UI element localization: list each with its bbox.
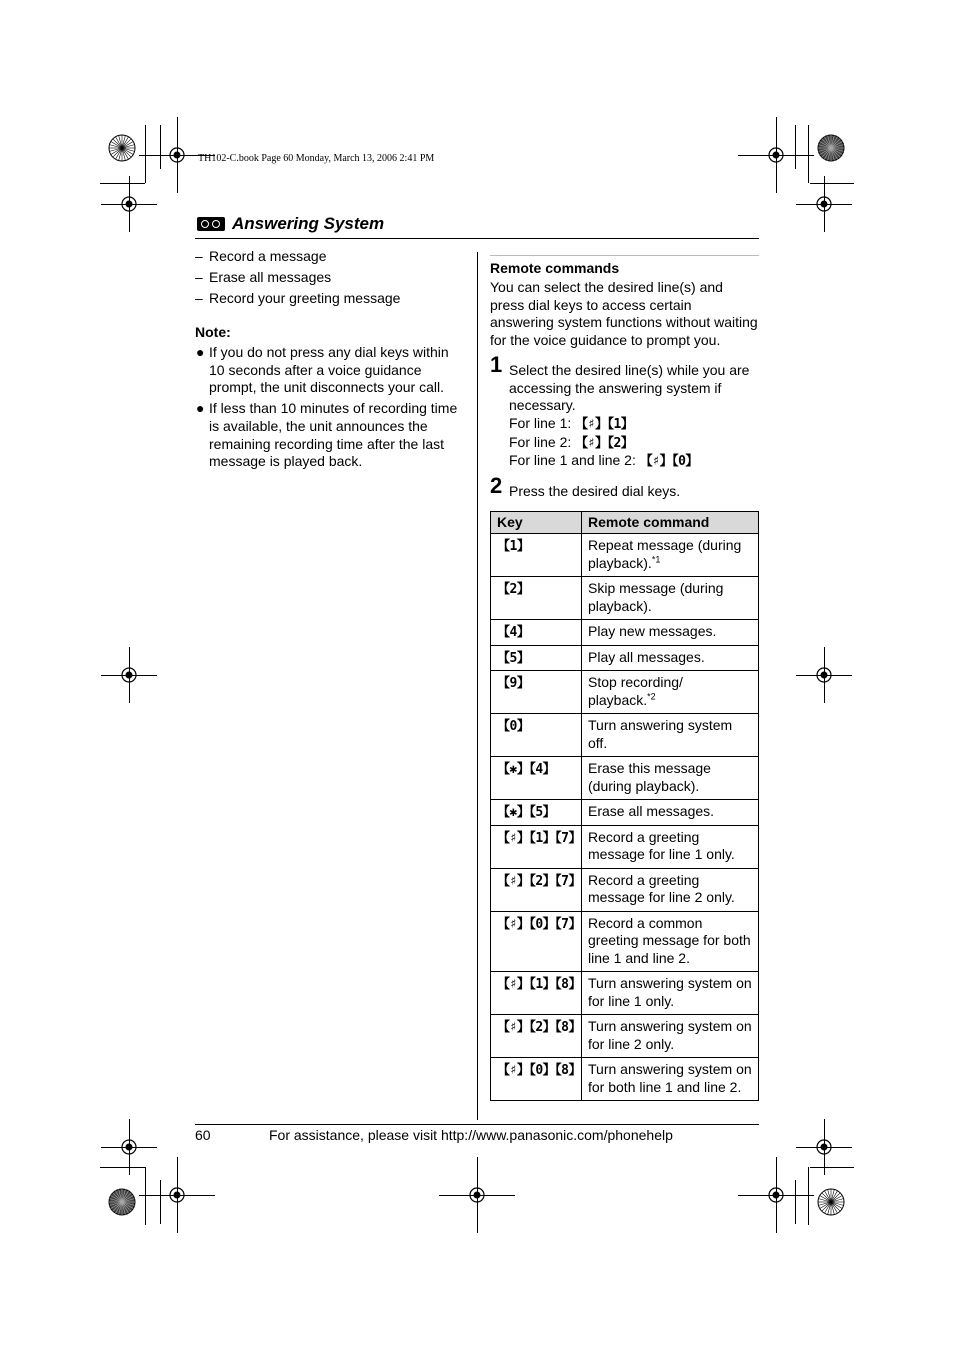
key-sequence: 【♯】【0】 — [639, 454, 698, 470]
registration-mark-icon — [815, 1138, 833, 1156]
crop-line — [795, 1180, 796, 1224]
registration-mark-icon — [815, 195, 833, 213]
command-text: Play all messages. — [588, 648, 705, 665]
key-cell — [491, 714, 582, 757]
step-number: 1 — [490, 351, 503, 377]
command-cell — [582, 577, 759, 620]
command-text: Erase this message (during playback). — [588, 760, 711, 794]
table-row — [491, 825, 759, 868]
crop-line — [810, 183, 854, 184]
key-sequence: 【♯】【1】【7】 — [497, 830, 581, 846]
command-cell — [582, 1058, 759, 1101]
registration-mark-icon — [168, 146, 186, 164]
command-text: Turn answering system off. — [588, 717, 733, 751]
registration-mark-icon — [168, 1186, 186, 1204]
table-row — [491, 800, 759, 826]
table-row — [491, 757, 759, 800]
command-cell — [582, 671, 759, 714]
registration-mark-icon — [120, 1138, 138, 1156]
list-item: – Record a message — [195, 248, 327, 264]
color-wheel-mark-icon — [108, 134, 136, 162]
key-sequence: 【2】 — [497, 582, 530, 598]
line-option — [509, 434, 759, 453]
crop-line — [145, 1167, 146, 1225]
step-text: Press the desired dial keys. — [509, 483, 681, 500]
key-sequence: 【✱】【5】 — [497, 805, 556, 821]
crop-line — [160, 1180, 161, 1224]
right-column — [490, 255, 759, 1101]
list-item-text: Record your greeting message — [209, 290, 401, 306]
line-label: For line 2: — [509, 433, 576, 450]
line-label: For line 1 and line 2: — [509, 452, 640, 469]
footer-text: For assistance, please visit http://www.panasonic.com/phonehelp — [269, 1127, 673, 1143]
list-item: – Erase all messages — [195, 269, 332, 285]
command-text: Turn answering system on for line 1 only. — [588, 975, 752, 1009]
section-header — [195, 212, 759, 239]
command-cell — [582, 534, 759, 577]
note-text: If you do not press any dial keys within 10 seconds after a voice guidance prompt, the unit disconnects your call. — [209, 344, 449, 396]
key-cell — [491, 577, 582, 620]
key-sequence: 【♯】【1】 — [575, 416, 634, 432]
table-row — [491, 671, 759, 714]
key-sequence: 【♯】【2】 — [575, 435, 634, 451]
answering-system-tape-icon — [197, 217, 225, 231]
bullet-icon: ● — [196, 400, 205, 417]
step-2 — [490, 473, 759, 501]
line-option — [509, 415, 759, 434]
key-sequence: 【♯】【0】【7】 — [497, 916, 581, 932]
color-wheel-mark-icon — [108, 1188, 136, 1216]
key-cell — [491, 825, 582, 868]
table-row — [491, 868, 759, 911]
intro-text: You can select the desired line(s) and press dial keys to access certain answering system functions without waiting for the voice guidance to prompt you. — [490, 279, 758, 349]
crop-line — [808, 1167, 809, 1225]
command-cell — [582, 1015, 759, 1058]
command-text: Record a common greeting message for both line 1 and line 2. — [588, 914, 751, 966]
key-cell — [491, 534, 582, 577]
table-row — [491, 620, 759, 646]
column-header-command: Remote command — [582, 511, 759, 534]
bullet-icon: ● — [196, 344, 205, 360]
command-cell — [582, 714, 759, 757]
command-cell — [582, 825, 759, 868]
key-cell — [491, 800, 582, 826]
crop-line — [795, 125, 796, 169]
table-row — [491, 1058, 759, 1101]
crop-line — [100, 1167, 145, 1168]
section-title: Answering System — [232, 214, 385, 233]
key-sequence: 【0】 — [497, 719, 530, 735]
table-row — [491, 911, 759, 972]
command-text: Erase all messages. — [588, 803, 715, 820]
registration-mark-icon — [120, 195, 138, 213]
crop-line — [810, 1167, 854, 1168]
color-wheel-mark-icon — [817, 134, 845, 162]
note-item — [195, 344, 465, 397]
key-sequence: 【♯】【0】【8】 — [497, 1063, 581, 1079]
note-item — [195, 400, 465, 471]
key-cell — [491, 868, 582, 911]
left-column — [195, 247, 465, 474]
column-divider — [477, 252, 478, 1120]
list-item: – Record your greeting message — [195, 290, 401, 306]
command-text: Repeat message (during playback). — [588, 537, 742, 571]
note-text: If less than 10 minutes of recording time is available, the unit announces the remaining recording time after the last message is played back. — [209, 400, 458, 470]
command-cell — [582, 645, 759, 671]
table-row — [491, 534, 759, 577]
key-sequence: 【♯】【2】【7】 — [497, 873, 581, 889]
command-text: Skip message (during playback). — [588, 580, 724, 614]
key-cell — [491, 671, 582, 714]
crop-line — [808, 125, 809, 183]
list-item-text: Record a message — [209, 248, 327, 264]
registration-mark-icon — [120, 666, 138, 684]
registration-mark-icon — [767, 1186, 785, 1204]
key-sequence: 【✱】【4】 — [497, 762, 556, 778]
key-sequence: 【♯】【2】【8】 — [497, 1020, 581, 1036]
table-row — [491, 577, 759, 620]
crop-line — [100, 183, 145, 184]
table-body — [491, 534, 759, 1101]
command-text: Turn answering system on for line 2 only. — [588, 1018, 752, 1052]
command-cell — [582, 620, 759, 646]
command-text: Turn answering system on for both line 1 and line 2. — [588, 1061, 752, 1095]
command-cell — [582, 868, 759, 911]
registration-mark-icon — [468, 1186, 486, 1204]
column-header-key: Key — [491, 511, 582, 534]
remote-commands-heading: Remote commands — [490, 260, 620, 276]
command-text: Record a greeting message for line 1 only. — [588, 828, 735, 863]
key-cell — [491, 645, 582, 671]
line-label: For line 1: — [509, 414, 576, 431]
key-sequence: 【5】 — [497, 650, 530, 666]
key-cell — [491, 620, 582, 646]
command-cell — [582, 911, 759, 972]
command-cell — [582, 972, 759, 1015]
footnote-ref: *2 — [647, 691, 656, 702]
command-text: Play new messages. — [588, 623, 717, 640]
key-sequence: 【4】 — [497, 625, 530, 641]
step-number: 2 — [490, 473, 503, 499]
key-cell — [491, 757, 582, 800]
command-cell — [582, 800, 759, 826]
key-cell — [491, 972, 582, 1015]
command-text: Stop recording/ playback. — [588, 674, 683, 708]
step-1 — [490, 351, 759, 471]
crop-line — [160, 125, 161, 169]
table-row — [491, 1015, 759, 1058]
key-cell — [491, 911, 582, 972]
file-header: TH102-C.book Page 60 Monday, March 13, 2006 2:41 PM — [198, 153, 435, 164]
heading-rule — [490, 255, 759, 256]
command-text: Record a greeting message for line 2 only. — [588, 871, 735, 906]
registration-mark-icon — [767, 146, 785, 164]
footer-rule — [195, 1124, 759, 1125]
key-sequence: 【♯】【1】【8】 — [497, 977, 581, 993]
note-title: Note: — [195, 324, 231, 340]
line-option — [509, 452, 759, 471]
registration-mark-icon — [815, 666, 833, 684]
table-row — [491, 714, 759, 757]
remote-commands-table — [490, 511, 759, 1102]
key-cell — [491, 1058, 582, 1101]
list-item-text: Erase all messages — [209, 269, 332, 285]
table-row — [491, 645, 759, 671]
crop-line — [145, 125, 146, 183]
table-row — [491, 972, 759, 1015]
command-cell — [582, 757, 759, 800]
table-header-row — [491, 511, 759, 534]
page-number: 60 — [195, 1127, 211, 1143]
step-text: Select the desired line(s) while you are accessing the answering system if necessary. — [509, 361, 750, 414]
key-sequence: 【1】 — [497, 539, 530, 555]
key-cell — [491, 1015, 582, 1058]
footnote-ref: *1 — [651, 554, 661, 565]
color-wheel-mark-icon — [817, 1188, 845, 1216]
key-sequence: 【9】 — [497, 676, 530, 692]
